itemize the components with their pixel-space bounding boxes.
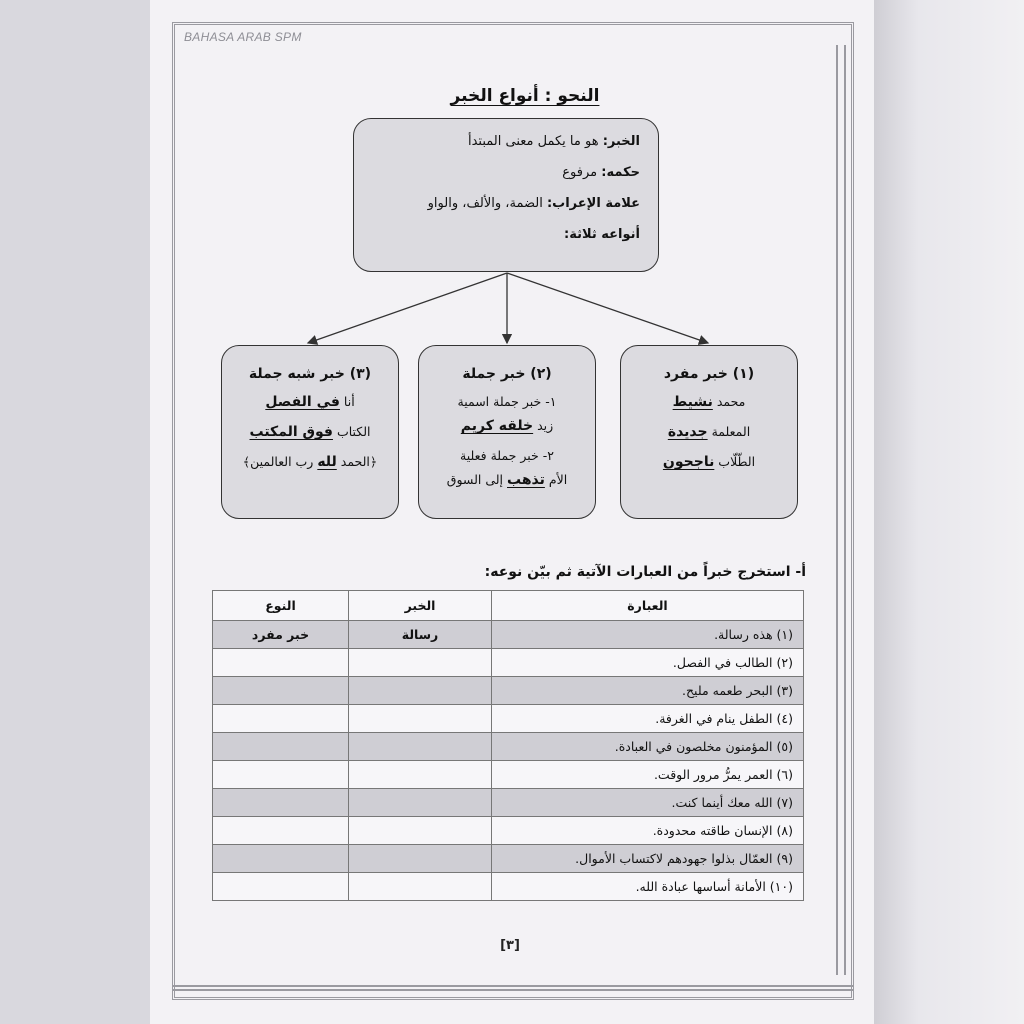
khabar-cell[interactable] bbox=[349, 705, 492, 733]
type-cell[interactable] bbox=[213, 677, 349, 705]
example-khabar: تذهب bbox=[507, 472, 545, 488]
ruling-label: حكمه: bbox=[601, 165, 640, 180]
type-cell[interactable] bbox=[213, 789, 349, 817]
type-cell[interactable] bbox=[213, 733, 349, 761]
khabar-cell[interactable] bbox=[349, 761, 492, 789]
example-text: زيد bbox=[533, 418, 554, 433]
page-number: [٣] bbox=[500, 938, 520, 953]
example-text: محمد bbox=[712, 394, 746, 409]
phrase-cell: (٧) الله معك أينما كنت. bbox=[492, 789, 804, 817]
definition-label: الخبر: bbox=[602, 134, 640, 149]
subtype-label bbox=[419, 448, 595, 464]
table-row bbox=[213, 873, 804, 901]
type-box-semi-sentence bbox=[221, 345, 399, 519]
example-text: الطّلّاب bbox=[714, 454, 756, 469]
example-text: أنا bbox=[339, 394, 355, 409]
example-row bbox=[621, 394, 797, 410]
khabar-cell[interactable] bbox=[349, 789, 492, 817]
phrase-cell: (٨) الإنسان طاقته محدودة. bbox=[492, 817, 804, 845]
phrase-cell: (١) هذه رسالة. bbox=[492, 621, 804, 649]
subtype-label bbox=[419, 394, 595, 410]
example-khabar: في الفصل bbox=[265, 394, 340, 410]
exercise-table bbox=[212, 590, 804, 901]
table-row bbox=[213, 733, 804, 761]
table-header-row bbox=[213, 591, 804, 621]
subtype-text: ١- خبر جملة اسمية bbox=[457, 394, 557, 409]
phrase-cell: (٥) المؤمنون مخلصون في العبادة. bbox=[492, 733, 804, 761]
type-box-sentence bbox=[418, 345, 596, 519]
example-khabar: لله bbox=[317, 454, 337, 470]
table-row bbox=[213, 705, 804, 733]
khabar-cell[interactable] bbox=[349, 817, 492, 845]
ruling-text: مرفوع bbox=[562, 165, 602, 180]
type-cell[interactable]: خبر مفرد bbox=[213, 621, 349, 649]
example-text: المعلمة bbox=[707, 424, 751, 439]
header-khabar: الخبر bbox=[349, 591, 492, 621]
example-khabar: جديدة bbox=[667, 424, 708, 440]
sign-label: علامة الإعراب: bbox=[546, 196, 640, 211]
type-box-single bbox=[620, 345, 798, 519]
phrase-cell: (٣) البحر طعمه مليح. bbox=[492, 677, 804, 705]
phrase-cell: (٩) العمّال بذلوا جهودهم لاكتساب الأموال. bbox=[492, 845, 804, 873]
type-box-title: (١) خبر مفرد bbox=[663, 366, 755, 382]
header-phrase: العبارة bbox=[492, 591, 804, 621]
book-header: BAHASA ARAB SPM bbox=[184, 30, 302, 44]
sign-text: الضمة، والألف، والواو bbox=[427, 196, 547, 211]
page-title: النحو : أنواع الخبر bbox=[450, 86, 600, 106]
example-row bbox=[222, 454, 398, 470]
example-khabar: فوق المكتب bbox=[249, 424, 333, 440]
table-row bbox=[213, 649, 804, 677]
type-cell[interactable] bbox=[213, 817, 349, 845]
example-text: الكتاب bbox=[332, 424, 371, 439]
example-text: ﴿الحمد bbox=[336, 454, 378, 469]
type-box-title: (٢) خبر جملة bbox=[462, 366, 552, 382]
example-row bbox=[222, 424, 398, 440]
example-khabar: خلقه كريم bbox=[460, 418, 534, 434]
khabar-cell[interactable] bbox=[349, 845, 492, 873]
khabar-cell[interactable] bbox=[349, 873, 492, 901]
example-text-after: رب العالمين﴾ bbox=[242, 454, 318, 469]
phrase-cell: (٤) الطفل ينام في الغرفة. bbox=[492, 705, 804, 733]
phrase-cell: (٢) الطالب في الفصل. bbox=[492, 649, 804, 677]
example-row bbox=[621, 424, 797, 440]
example-khabar: نشيط bbox=[672, 394, 713, 410]
type-cell[interactable] bbox=[213, 761, 349, 789]
subtype-text: ٢- خبر جملة فعلية bbox=[460, 448, 554, 463]
example-row bbox=[419, 472, 595, 488]
table-row bbox=[213, 677, 804, 705]
table-row bbox=[213, 621, 804, 649]
phrase-cell: (٦) العمر يمرُّ مرور الوقت. bbox=[492, 761, 804, 789]
khabar-cell[interactable] bbox=[349, 733, 492, 761]
khabar-cell[interactable] bbox=[349, 677, 492, 705]
example-row bbox=[419, 418, 595, 434]
type-box-title: (٣) خبر شبه جملة bbox=[248, 366, 372, 382]
khabar-cell[interactable]: رسالة bbox=[349, 621, 492, 649]
table-row bbox=[213, 761, 804, 789]
example-khabar: ناجحون bbox=[662, 454, 715, 470]
exercise-instruction: أ- استخرج خبراً من العبارات الآتية ثم بيّن نوعه: bbox=[484, 564, 806, 580]
type-cell[interactable] bbox=[213, 649, 349, 677]
table-row bbox=[213, 817, 804, 845]
type-cell[interactable] bbox=[213, 873, 349, 901]
definition-text: هو ما يكمل معنى المبتدأ bbox=[468, 134, 603, 149]
arrow-to-box1 bbox=[507, 273, 708, 343]
type-cell[interactable] bbox=[213, 845, 349, 873]
khabar-cell[interactable] bbox=[349, 649, 492, 677]
type-cell[interactable] bbox=[213, 705, 349, 733]
table-row bbox=[213, 845, 804, 873]
arrow-to-box3 bbox=[308, 273, 507, 343]
example-row bbox=[621, 454, 797, 470]
example-text: الأم bbox=[544, 472, 568, 487]
types-label: أنواعه ثلاثة: bbox=[564, 227, 640, 242]
header-type: النوع bbox=[213, 591, 349, 621]
table-row bbox=[213, 789, 804, 817]
example-row bbox=[222, 394, 398, 410]
example-text-after: إلى السوق bbox=[446, 472, 508, 487]
phrase-cell: (١٠) الأمانة أساسها عبادة الله. bbox=[492, 873, 804, 901]
